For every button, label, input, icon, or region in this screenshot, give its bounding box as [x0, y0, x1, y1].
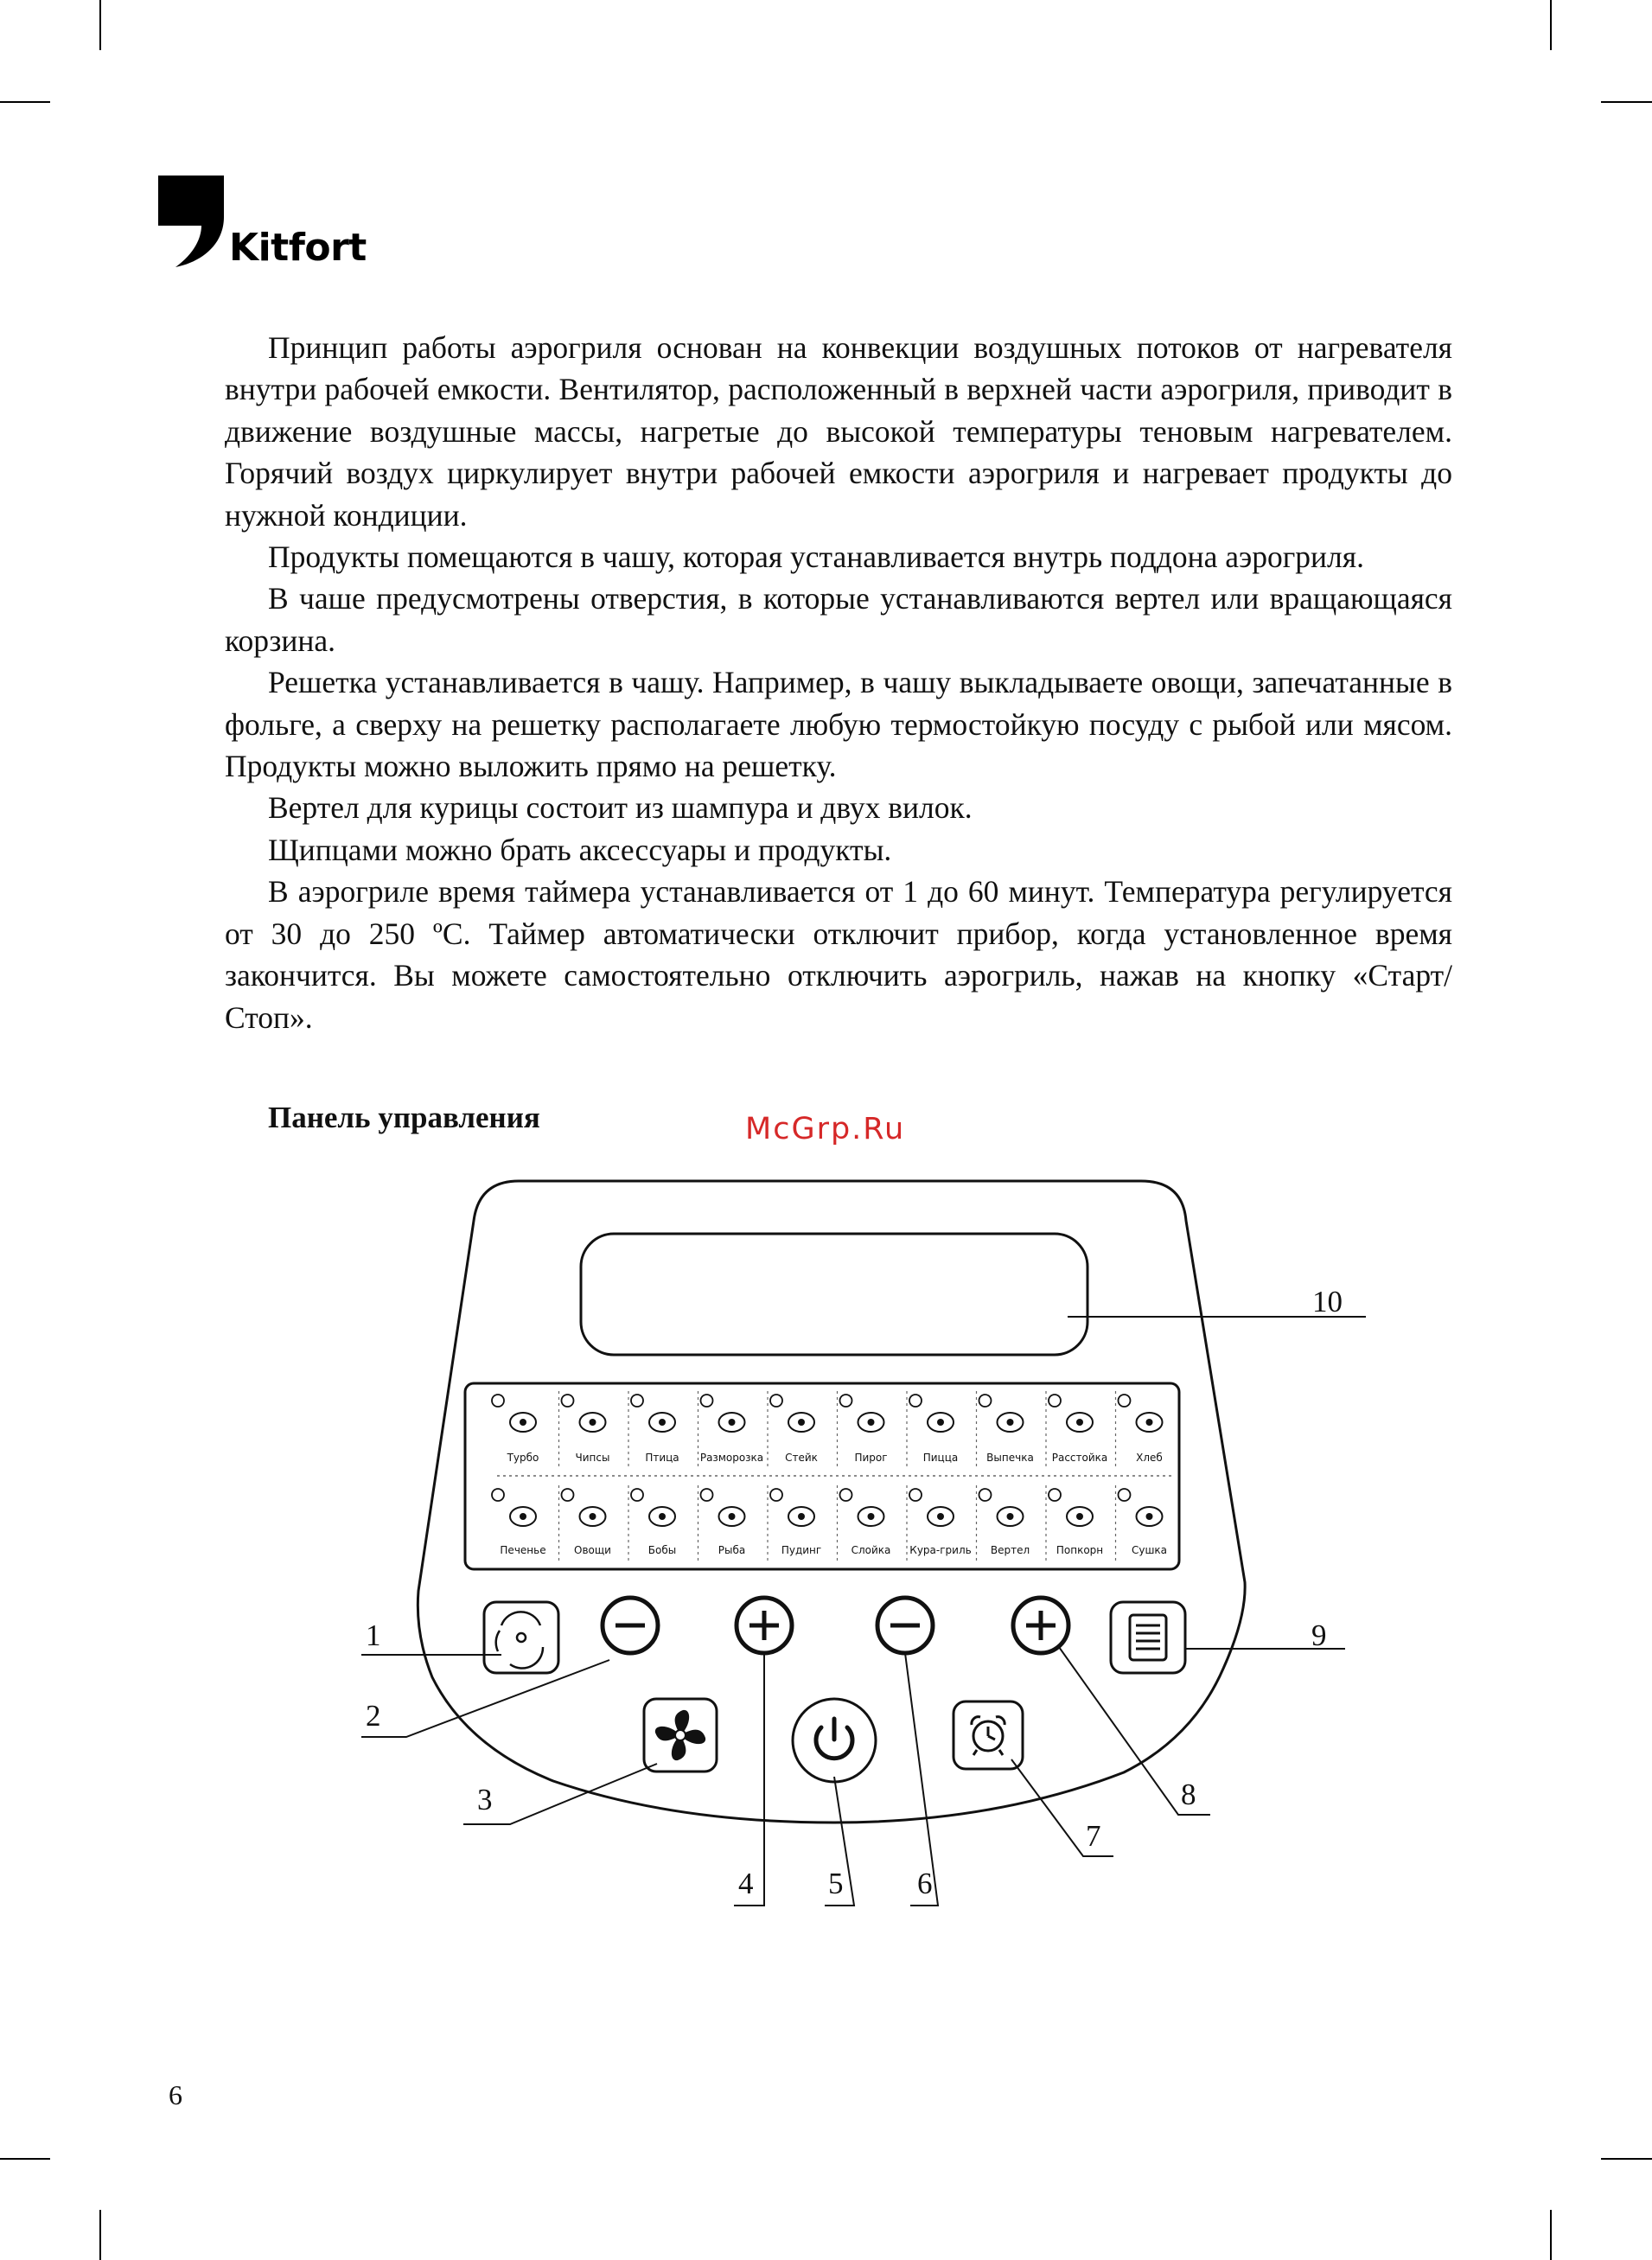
paragraph: В аэрогриле время таймера устанавливается от 1 до 60 минут. Температура регулируется от 30 до 250 ºС. Таймер автоматически отключит прибор, когда установленное время закончится. Вы можете самостоятельно отключить аэрогриль, нажав на кнопку «Старт/Стоп». [225, 874, 1452, 1035]
callout-4: 4 [738, 1867, 754, 1900]
indicator-led [631, 1489, 643, 1501]
brand-logo [158, 176, 367, 270]
indicator-led [770, 1395, 782, 1407]
indicator-led [1049, 1395, 1061, 1407]
panel-outline [418, 1181, 1245, 1823]
indicator-led [701, 1489, 713, 1501]
program-14 [701, 1485, 769, 1563]
program-1 [492, 1391, 559, 1469]
program-9 [1049, 1391, 1116, 1469]
menu-button[interactable] [1111, 1602, 1185, 1673]
section-title: Панель управления [268, 1101, 540, 1134]
program-icon [510, 1507, 536, 1526]
mode-button[interactable] [484, 1602, 558, 1673]
callout-9: 9 [1311, 1618, 1327, 1652]
indicator-led [979, 1489, 992, 1501]
crop-mark [1550, 0, 1552, 50]
indicator-led [979, 1395, 992, 1407]
program-3 [631, 1391, 698, 1469]
indicator-led [909, 1395, 922, 1407]
paragraph: Вертел для курицы состоит из шампура и двух вилок. [268, 790, 973, 826]
program-label: Пицца [922, 1452, 959, 1464]
crop-mark [1601, 101, 1652, 103]
program-label: Выпечка [986, 1452, 1034, 1464]
program-18 [979, 1485, 1047, 1563]
crop-mark [0, 101, 50, 103]
program-icon [1067, 1413, 1093, 1432]
crop-mark [99, 2210, 101, 2260]
callout-8: 8 [1181, 1778, 1196, 1811]
program-10 [1119, 1395, 1163, 1464]
program-12 [562, 1485, 629, 1563]
kitfort-logo-icon [158, 176, 224, 267]
indicator-led [909, 1489, 922, 1501]
callout-7: 7 [1086, 1819, 1101, 1853]
program-5 [770, 1391, 838, 1469]
program-icon [998, 1413, 1024, 1432]
paragraph: В чаше предусмотрены отверстия, в которые устанавливаются вертел или вращающаяся корзина. [225, 581, 1452, 658]
rotate-icon [496, 1612, 543, 1668]
plus-icon [1026, 1611, 1056, 1640]
crop-mark [1601, 2158, 1652, 2160]
paragraph: Принцип работы аэрогриля основан на конвекции воздушных потоков от нагревателя внутри рабочей емкости. Вентилятор, расположенный в верхней части аэрогриля, приводит в движение воздушные массы, нагретые до высокой температуры теновым нагревателем. Горячий воздух циркулирует внутри рабочей емкости аэрогриля и нагревает продукты до нужной кондиции. [225, 330, 1452, 533]
fan-icon [655, 1710, 705, 1760]
indicator-led [492, 1489, 504, 1501]
display-window [581, 1234, 1088, 1355]
program-label: Кура-гриль [909, 1544, 972, 1556]
plus-icon [749, 1611, 779, 1640]
callout-6: 6 [917, 1867, 933, 1900]
paragraph: Решетка устанавливается в чашу. Например, в чашу выкладываете овощи, запечатанные в фольге, а сверху на решетку располагаете любую термостойкую посуду с рыбой или мясом. Продукты можно выложить прямо на решетку. [225, 665, 1452, 784]
program-icon [580, 1507, 606, 1526]
brand-name: Kitfort [229, 226, 367, 270]
program-icon [858, 1507, 884, 1526]
program-icon [649, 1507, 675, 1526]
callout-2: 2 [366, 1699, 381, 1733]
crop-mark [0, 2158, 50, 2160]
program-6 [840, 1391, 908, 1469]
program-11 [492, 1485, 559, 1563]
program-label: Хлеб [1136, 1452, 1163, 1464]
program-icon [998, 1507, 1024, 1526]
program-label: Рыба [718, 1544, 746, 1556]
callout-1: 1 [366, 1618, 381, 1652]
temperature-plus-button[interactable] [737, 1598, 792, 1653]
callout-10: 10 [1312, 1285, 1343, 1318]
program-2 [562, 1391, 629, 1469]
indicator-led [562, 1489, 574, 1501]
program-icon [788, 1413, 814, 1432]
indicator-led [492, 1395, 504, 1407]
program-label: Бобы [647, 1544, 677, 1556]
program-icon [928, 1507, 954, 1526]
indicator-led [631, 1395, 643, 1407]
indicator-led [840, 1395, 852, 1407]
program-icon [1137, 1507, 1163, 1526]
program-8 [979, 1391, 1047, 1469]
crop-mark [99, 0, 101, 50]
body-text [225, 327, 1452, 1038]
power-icon [816, 1719, 852, 1759]
program-icon [1137, 1413, 1163, 1432]
watermark: McGrp.Ru [745, 1112, 906, 1146]
program-icon [510, 1413, 536, 1432]
program-label: Овощи [574, 1544, 611, 1556]
program-label: Пирог [854, 1452, 888, 1464]
indicator-led [1119, 1489, 1131, 1501]
crop-mark [1550, 2210, 1552, 2260]
program-icon [580, 1413, 606, 1432]
program-17 [909, 1485, 977, 1563]
program-label: Печенье [500, 1544, 546, 1556]
fan-button[interactable] [644, 1699, 717, 1772]
program-label: Турбо [507, 1452, 539, 1464]
program-19 [1049, 1485, 1116, 1563]
indicator-led [1049, 1489, 1061, 1501]
indicator-led [770, 1489, 782, 1501]
temperature-minus-button[interactable] [603, 1598, 658, 1653]
program-label: Вертел [990, 1544, 1030, 1556]
program-icon [719, 1413, 745, 1432]
list-icon [1130, 1615, 1166, 1660]
program-label: Слойка [851, 1544, 891, 1556]
indicator-led [701, 1395, 713, 1407]
program-icon [649, 1413, 675, 1432]
program-icon [719, 1507, 745, 1526]
program-label: Сушка [1131, 1544, 1168, 1556]
program-grid [492, 1391, 1167, 1563]
page-number: 6 [169, 2079, 182, 2110]
program-label: Чипсы [575, 1452, 610, 1464]
timer-button[interactable] [954, 1701, 1023, 1769]
time-plus-button[interactable] [1013, 1598, 1068, 1653]
program-label: Стейк [785, 1452, 818, 1464]
program-label: Птица [645, 1452, 679, 1464]
alarm-clock-icon [972, 1717, 1005, 1755]
program-label: Разморозка [699, 1452, 764, 1464]
power-button[interactable] [793, 1699, 876, 1782]
program-icon [928, 1413, 954, 1432]
control-panel-diagram [0, 1159, 1652, 1928]
paragraph: Щипцами можно брать аксессуары и продукты. [268, 832, 892, 867]
program-label: Пудинг [781, 1544, 822, 1556]
paragraph: Продукты помещаются в чашу, которая устанавливается внутрь поддона аэрогриля. [268, 539, 1364, 575]
indicator-led [1119, 1395, 1131, 1407]
program-15 [770, 1485, 838, 1563]
indicator-led [840, 1489, 852, 1501]
program-16 [840, 1485, 908, 1563]
program-20 [1119, 1489, 1168, 1556]
program-label: Попкорн [1056, 1544, 1104, 1556]
program-icon [788, 1507, 814, 1526]
time-minus-button[interactable] [877, 1598, 933, 1653]
callout-3: 3 [477, 1783, 493, 1816]
program-13 [631, 1485, 698, 1563]
program-label: Расстойка [1051, 1452, 1108, 1464]
program-7 [909, 1391, 977, 1469]
program-icon [858, 1413, 884, 1432]
program-icon [1067, 1507, 1093, 1526]
program-4 [700, 1391, 768, 1469]
indicator-led [562, 1395, 574, 1407]
callout-5: 5 [828, 1867, 844, 1900]
